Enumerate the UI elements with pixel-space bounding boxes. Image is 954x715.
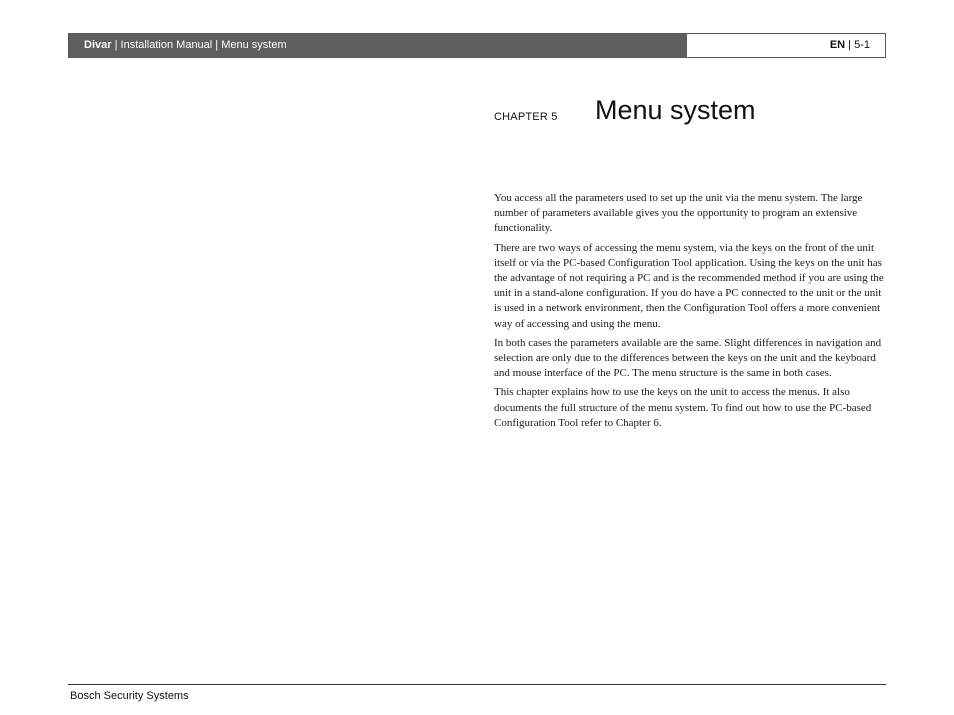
header-section-title: Menu system bbox=[221, 39, 287, 51]
header-brand: Divar bbox=[84, 39, 112, 51]
header-separator: | bbox=[111, 39, 121, 51]
header-language: EN bbox=[829, 39, 846, 51]
footer-company: Bosch Security Systems bbox=[70, 690, 189, 702]
running-header bbox=[68, 33, 886, 58]
header-separator: | bbox=[845, 39, 855, 51]
paragraph: This chapter explains how to use the keys on the unit to access the menus. It also documents the full structure of the menu system. To find out how to use the PC-based Configuration Tool refer to Chapter 6. bbox=[494, 386, 872, 429]
header-page-info bbox=[687, 34, 885, 57]
footer-rule bbox=[68, 684, 886, 685]
chapter-label: CHAPTER 5 bbox=[494, 111, 558, 123]
paragraph: You access all the parameters used to set up the unit via the menu system. The large number of parameters available gives you the opportunity to program an extensive functionality. bbox=[494, 192, 863, 235]
header-breadcrumb bbox=[69, 34, 687, 57]
header-separator: | bbox=[212, 39, 222, 51]
paragraph: In both cases the parameters available are the same. Slight differences in navigation and selection are only due to the differences between the keys on the unit and the keyboard and mouse interface of the PC. The menu structure is the same in both cases. bbox=[494, 336, 882, 380]
body-text bbox=[494, 191, 888, 435]
page-number: 5-1 bbox=[854, 39, 870, 51]
header-manual-title: Installation Manual bbox=[120, 39, 213, 51]
paragraph: There are two ways of accessing the menu system, via the keys on the front of the unit itself or via the PC-based Configuration Tool application. Using the keys on the unit has the advantage of not requiring a PC and is the recommended method if you are using the unit in a stand-alone configuration. If you do have a PC connected to the unit or the unit is used in a network environment, then the Configuration Tool offers a more convenient way of accessing and using the menu. bbox=[494, 241, 884, 330]
chapter-title: Menu system bbox=[595, 95, 756, 125]
